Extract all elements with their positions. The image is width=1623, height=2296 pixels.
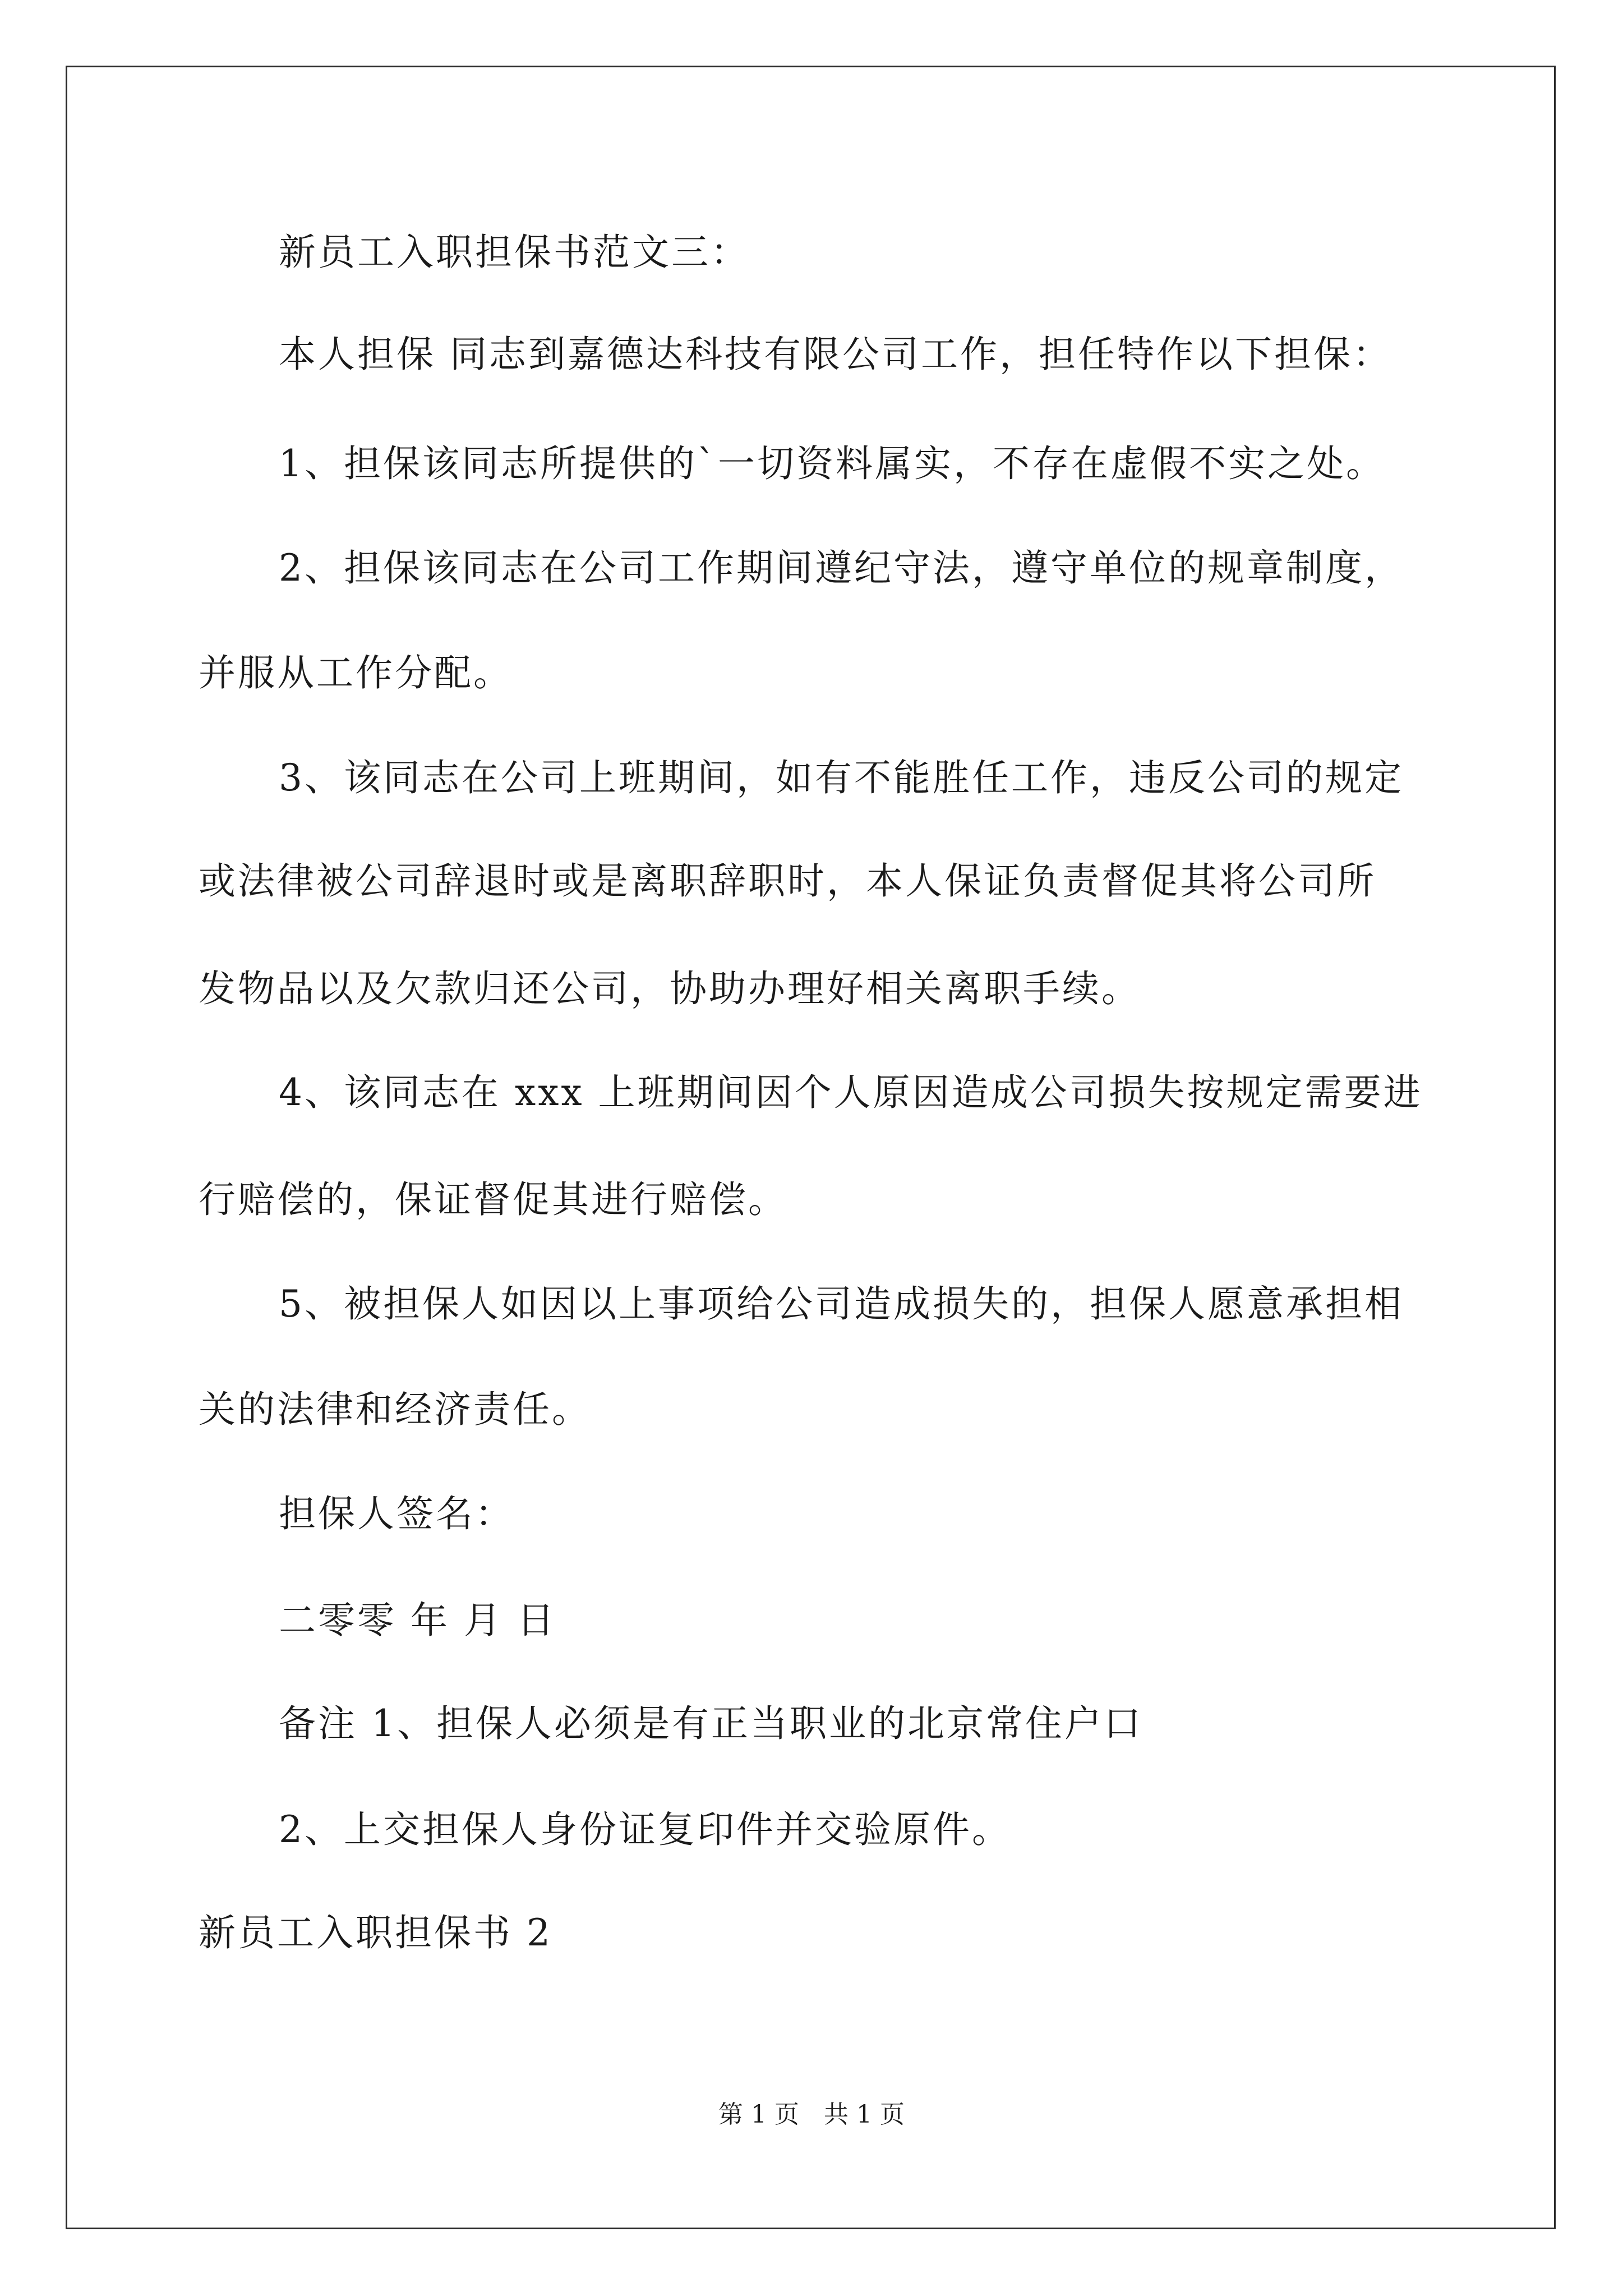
clause-5-line-2: 关的法律和经济责任。 xyxy=(199,1388,591,1431)
clause-1: 1、担保该同志所提供的`一切资料属实，不存在虚假不实之处。 xyxy=(279,442,1385,485)
page-number-footer: 第 1 页 共 1 页 xyxy=(718,2100,905,2129)
guarantee-intro: 本人担保 同志到嘉德达科技有限公司工作，担任特作以下担保： xyxy=(279,333,1392,376)
next-section-heading: 新员工入职担保书 2 xyxy=(199,1911,552,1954)
clause-3-line-2: 或法律被公司辞退时或是离职辞职时，本人保证负责督促其将公司所 xyxy=(199,859,1376,903)
date-line: 二零零 年 月 日 xyxy=(279,1599,556,1642)
note-1: 备注 1、担保人必须是有正当职业的北京常住户口 xyxy=(279,1702,1143,1745)
clause-2-line-1: 2、担保该同志在公司工作期间遵纪守法，遵守单位的规章制度， xyxy=(279,546,1404,590)
clause-5-line-1: 5、被担保人如因以上事项给公司造成损失的，担保人愿意承担相 xyxy=(279,1282,1404,1326)
clause-3-line-3: 发物品以及欠款归还公司，协助办理好相关离职手续。 xyxy=(199,967,1141,1010)
clause-4-line-2: 行赔偿的，保证督促其进行赔偿。 xyxy=(199,1178,787,1221)
note-2: 2、上交担保人身份证复印件并交验原件。 xyxy=(279,1808,1011,1851)
clause-2-line-2: 并服从工作分配。 xyxy=(199,651,513,694)
signature-label: 担保人签名： xyxy=(279,1492,514,1535)
clause-3-line-1: 3、该同志在公司上班期间，如有不能胜任工作，违反公司的规定 xyxy=(279,756,1404,799)
clause-4-line-1: 4、该同志在 xxx 上班期间因个人原因造成公司损失按规定需要进 xyxy=(279,1071,1423,1114)
page-border xyxy=(66,66,1556,2229)
section-heading: 新员工入职担保书范文三： xyxy=(279,231,750,274)
